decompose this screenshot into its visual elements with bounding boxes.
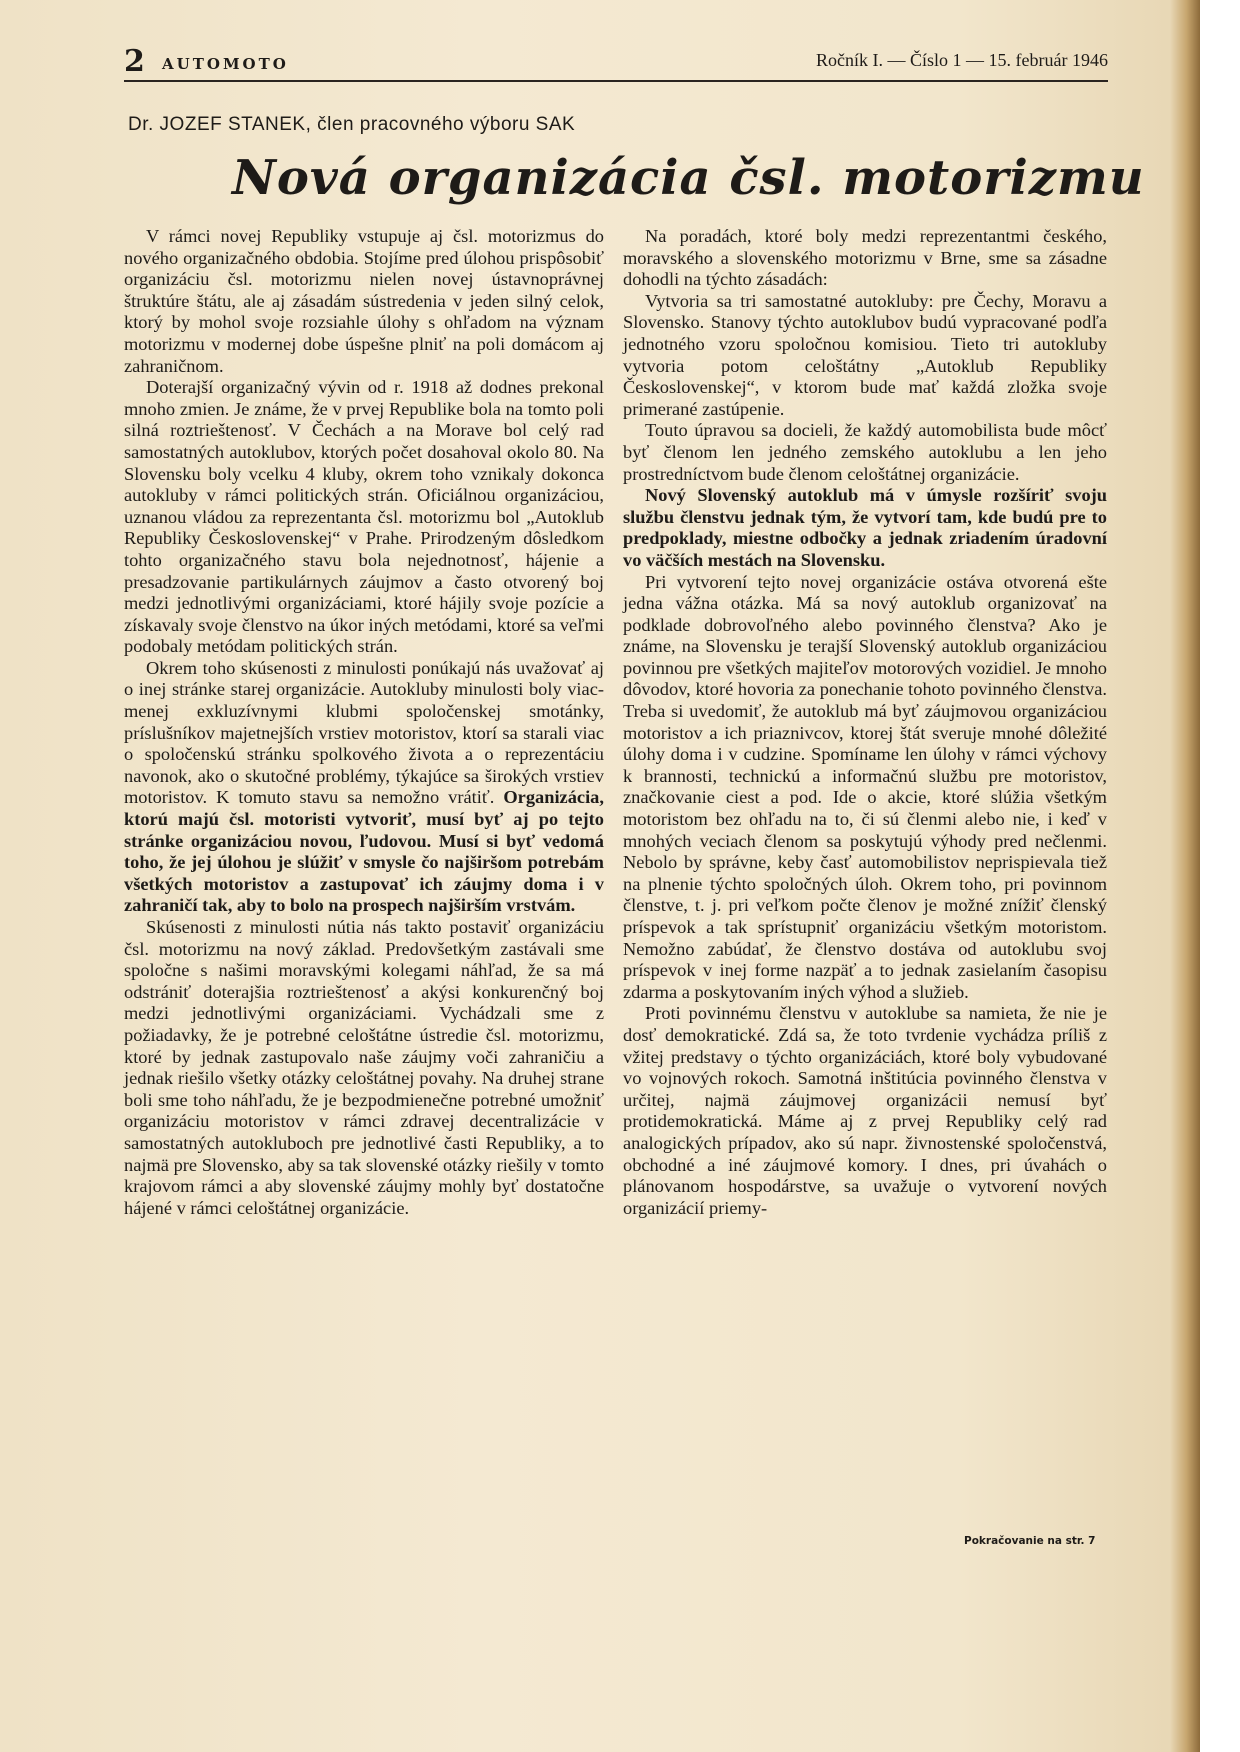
article-headline: Nová organizácia čsl. motorizmu	[232, 150, 1145, 206]
paragraph: Skúsenosti z minulosti nútia nás takto postaviť organizáciu čsl. motorizmu na nový základ. Predovšetkým zastávali sme spoločne s našimi moravskými kolegami náhľad, že sa má odstrániť doterajšia roztrieštenosť a akýsi konkurenčný boj medzi jednotlivými organizáciami. Vychádzali sme z požiadavky, že je potrebné celoštátne ústredie čsl. motorizmu, ktoré by jednak zastupovalo naše záujmy voči zahraničiu a jednak riešilo všetky otázky celoštátnej povahy. Na druhej strane boli sme toho náhľadu, že je bezpodmienečne potrebné umožniť organizáciu motoristov v rámci zdravej decentralizácie v samostatných autokluboch pre jednotlivé časti Republiky, a to najmä pre Slovensko, aby sa tak slovenské otázky riešily v tomto krajovom rámci a aby slovenské záujmy mohly byť dostatočne hájené v rámci celoštátnej organizácie.	[124, 917, 604, 1218]
emphasis-text: Nový Slovenský autoklub má v úmysle rozšíriť svoju službu členstvu jednak tým, že vytvorí tam, kde budú pre to predpoklady, miestne odbočky a jednak zriadením úradovní vo väčších mestách na Slovensku.	[623, 485, 1107, 570]
paragraph: Pri vytvorení tejto novej organizácie ostáva otvorená ešte jedna vážna otázka. Má sa nový autoklub organizovať na podklade dobrovoľného alebo povinného členstva? Ako je známe, na Slovensku je terajší Slovenský autoklub organizáciou povinnou pre všetkých majiteľov motorových vozidiel. Je mnoho dôvodov, ktoré hovoria za ponechanie tohoto povinného členstva. Treba si uvedomiť, že autoklub má byť záujmovou organizáciou motoristov a ich priaznivcov, ktorej štát sveruje mnohé dôležité úlohy doma i v cudzine. Spomíname len úlohy v rámci výchovy k brannosti, technickú a informačnú službu pre motoristov, značkovanie ciest a pod. Ide o akcie, ktoré slúžia všetkým motoristom bez ohľadu na to, či sú členmi alebo nie, i keď v mnohých veciach členom sa poskytujú výhody pred nečlenmi. Nebolo by správne, keby časť automobilistov neprispievala tiež na plnenie týchto spoločných úloh. Okrem toho, pri povinnom členstve, t. j. pri veľkom počte členov je možné znížiť členský príspevok a tak sprístupniť organizáciu všetkým motoristom. Nemožno zabúdať, že členstvo dostáva od autoklubu svoj príspevok v inej forme nazpäť a to jednak zasielaním časopisu zdarma a poskytovaním iných výhod a služieb.	[623, 571, 1107, 1002]
paragraph: Na poradách, ktoré boly medzi reprezentantmi českého, moravského a slovenského motorizmu v Brne, sme sa zásadne dohodli na týchto zásadách:	[623, 226, 1107, 290]
paragraph: Okrem toho skúsenosti z minulosti ponúkajú nás uvažovať aj o inej stránke starej organizácie. Autokluby minulosti boly viac-menej exkluzívnymi klubmi spoločenskej smotánky, príslušníkov majetnejších vrstiev motoristov, ktorí sa starali viac o spoločenskú stránku spolkového života a o reprezentáciu navonok, ako o skutočné problémy, týkajúce sa širokých vrstiev motoristov. K tomuto stavu sa nemožno vrátiť. Organizácia, ktorú majú čsl. motoristi vytvoriť, musí byť aj po tejto stránke organizáciou novou, ľudovou. Musí si byť vedomá toho, že jej úlohou je slúžiť v smysle čo najširšom potrebám všetkých motoristov a zastupovať ich záujmy doma i v zahraničí tak, aby to bolo na prospech najširším vrstvám.	[124, 657, 604, 916]
paragraph: Touto úpravou sa docieli, že každý automobilista bude môcť byť členom len jedného zemského autoklubu a len jeho prostredníctvom bude členom celoštátnej organizácie.	[623, 420, 1107, 484]
continuation-note: Pokračovanie na str. 7	[964, 1535, 1096, 1547]
right-column	[623, 226, 1107, 1219]
paragraph: Doterajší organizačný vývin od r. 1918 až dodnes prekonal mnoho zmien. Je známe, že v prvej Republike bola na tomto poli silná roztrieštenosť. V Čechách a na Morave bol celý rad samostatných autoklubov, ktorých počet dosahoval okolo 80. Na Slovensku boly vcelku 4 kluby, okrem toho vznikaly dokonca autokluby v rámci politických strán. Oficiálnou organizáciou, uznanou vládou za reprezentanta čsl. motorizmu bol „Autoklub Republiky Československej“ v Prahe. Prirodzeným dôsledkom tohto organizačného stavu bola nejednotnosť, hájenie a presadzovanie partikulárnych záujmov a často otvorený boj medzi jednotlivými organizáciami, ktoré hájily svoje pozície a získavaly svoje členstvo na úkor iných metódami, ktoré sa veľmi podobaly metódam politických strán.	[124, 377, 604, 657]
page-number: 2	[124, 44, 145, 79]
page-edge-shadow	[1170, 0, 1200, 1752]
issue-info: Ročník I. — Číslo 1 — 15. február 1946	[816, 50, 1108, 70]
paragraph: V rámci novej Republiky vstupuje aj čsl. motorizmus do nového organizačného obdobia. Stojíme pred úlohou prispôsobiť organizáciu čsl. motorizmu nielen novej ústavnoprávnej štruktúre štátu, ale aj zásadám sústredenia v jeden silný celok, ktorý by mohol svoje rozsiahle úlohy s ohľadom na význam motorizmu v modernej dobe úspešne plniť na poli domácom aj zahraničnom.	[124, 226, 604, 376]
header-rule	[124, 80, 1108, 82]
left-column	[124, 226, 604, 1219]
masthead: AUTOMOTO	[162, 55, 289, 73]
emphasis-text: Organizácia, ktorú majú čsl. motoristi vytvoriť, musí byť aj po tejto stránke organizáciou novou, ľudovou. Musí si byť vedomá toho, že jej úlohou je slúžiť v smysle čo najširšom potrebám všetkých motoristov a zastupovať ich záujmy doma i v zahraničí tak, aby to bolo na prospech najširším vrstvám.	[124, 787, 604, 916]
paragraph: Vytvoria sa tri samostatné autokluby: pre Čechy, Moravu a Slovensko. Stanovy týchto autoklubov budú vypracované podľa jednotného vzoru spoločnou komisiou. Tieto tri autokluby vytvoria potom celoštátny „Autoklub Republiky Československej“, v ktorom bude mať každá zložka svoje primerané zastúpenie.	[623, 290, 1107, 419]
paragraph: Proti povinnému členstvu v autoklube sa namieta, že nie je dosť demokratické. Zdá sa, že toto tvrdenie vychádza príliš z vžitej predstavy o týchto organizáciách, ktoré boly vybudované vo vojnových rokoch. Samotná inštitúcia povinného členstva v určitej, najmä záujmovej organizácii nemusí byť protidemokratická. Máme aj z prvej Republiky celý rad analogických prípadov, ako sú napr. živnostenské spoločenstvá, obchodné a iné záujmové komory. I dnes, pri úvahách o plánovanom hospodárstve, sa uvažuje o vytvorení nových organizácií priemy-	[623, 1003, 1107, 1218]
page-header	[124, 46, 1108, 78]
article-byline: Dr. JOZEF STANEK, člen pracovného výboru SAK	[128, 114, 576, 135]
paragraph	[623, 485, 1107, 571]
